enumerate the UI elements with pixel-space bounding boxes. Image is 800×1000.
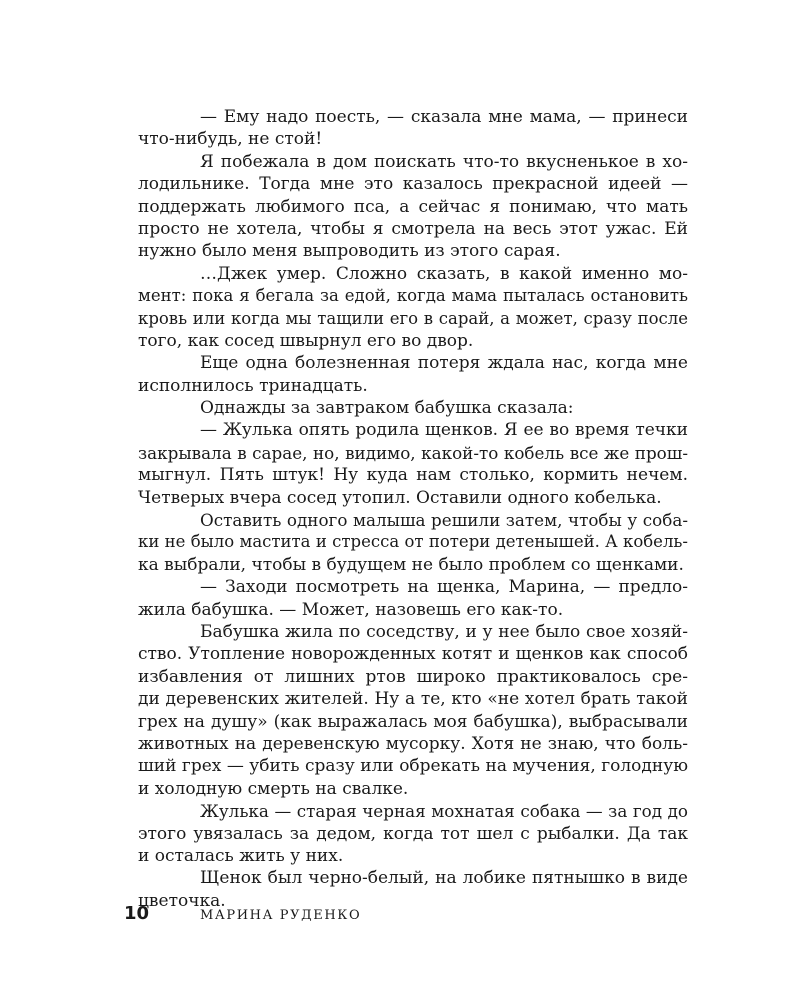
- text-line: ший грех — убить сразу или обрекать на мучения, голодную: [138, 756, 688, 777]
- text-line: поддержать любимого пса, а сейчас я понимаю, что мать: [138, 196, 688, 217]
- body-text: [138, 106, 688, 912]
- text-line: ки не было мастита и стресса от потери детенышей. А кобель-: [138, 532, 688, 552]
- text-line: Жулька — старая черная мохнатая собака — за год до: [200, 801, 688, 822]
- text-line: Однажды за завтраком бабушка сказала:: [200, 398, 574, 419]
- text-line: животных на деревенскую мусорку. Хотя не знаю, что боль-: [138, 733, 688, 754]
- text-line: …Джек умер. Сложно сказать, в какой именно мо-: [200, 263, 688, 284]
- text-line: и холодную смерть на свалке.: [138, 778, 409, 799]
- text-line: избавления от лишних ртов широко практиковалось сре-: [138, 666, 688, 687]
- text-line: ди деревенских жителей. Ну а те, кто «не хотел брать такой: [138, 689, 688, 710]
- text-line: жила бабушка. — Может, назовешь его как-то.: [138, 599, 564, 620]
- text-line: исполнилось тринадцать.: [138, 375, 368, 396]
- text-line: Щенок был черно-белый, на лобике пятнышко в виде: [200, 868, 688, 889]
- text-line: этого увязалась за дедом, когда тот шел с рыбалки. Да так: [138, 823, 688, 844]
- text-line: нужно было меня выпроводить из этого сарая.: [138, 241, 561, 262]
- text-line: Я побежала в дом поискать что-то вкусненькое в хо-: [200, 151, 688, 172]
- text-line: что-нибудь, не стой!: [138, 129, 323, 150]
- text-line: грех на душу» (как выражалась моя бабушка), выбрасывали: [138, 711, 688, 732]
- text-line: закрывала в сарае, но, видимо, какой-то кобель все же прош-: [138, 442, 688, 463]
- text-line: — Жулька опять родила щенков. Я ее во время течки: [200, 420, 688, 441]
- text-line: цветочка.: [138, 890, 226, 911]
- text-line: того, как сосед швырнул его во двор.: [138, 330, 474, 351]
- text-line: мент: пока я бегала за едой, когда мама пыталась остановить: [138, 286, 688, 306]
- text-line: кровь или когда мы тащили его в сарай, а может, сразу после: [138, 308, 688, 328]
- text-line: ство. Утопление новорожденных котят и щенков как способ: [138, 644, 688, 665]
- text-line: — Заходи посмотреть на щенка, Марина, — предло-: [200, 577, 688, 598]
- text-line: мыгнул. Пять штук! Ну куда нам столько, кормить нечем.: [138, 465, 688, 486]
- text-line: — Ему надо поесть, — сказала мне мама, — принеси: [200, 107, 688, 127]
- text-line: просто не хотела, чтобы я смотрела на весь этот ужас. Ей: [138, 218, 688, 239]
- running-head-author: МАРИНА РУДЕНКО: [200, 908, 362, 923]
- text-line: Бабушка жила по соседству, и у нее было свое хозяй-: [200, 621, 688, 642]
- text-line: ка выбрали, чтобы в будущем не было проблем со щенками.: [138, 554, 684, 575]
- text-line: Четверых вчера сосед утопил. Оставили одного кобелька.: [138, 487, 662, 508]
- text-line: Еще одна болезненная потеря ждала нас, когда мне: [200, 353, 688, 374]
- page-footer: [124, 901, 361, 927]
- text-line: Оставить одного малыша решили затем, чтобы у соба-: [200, 510, 688, 531]
- text-line: и осталась жить у них.: [138, 845, 344, 866]
- page-number: 10: [124, 903, 150, 924]
- text-line: лодильнике. Тогда мне это казалось прекрасной идеей —: [138, 174, 688, 195]
